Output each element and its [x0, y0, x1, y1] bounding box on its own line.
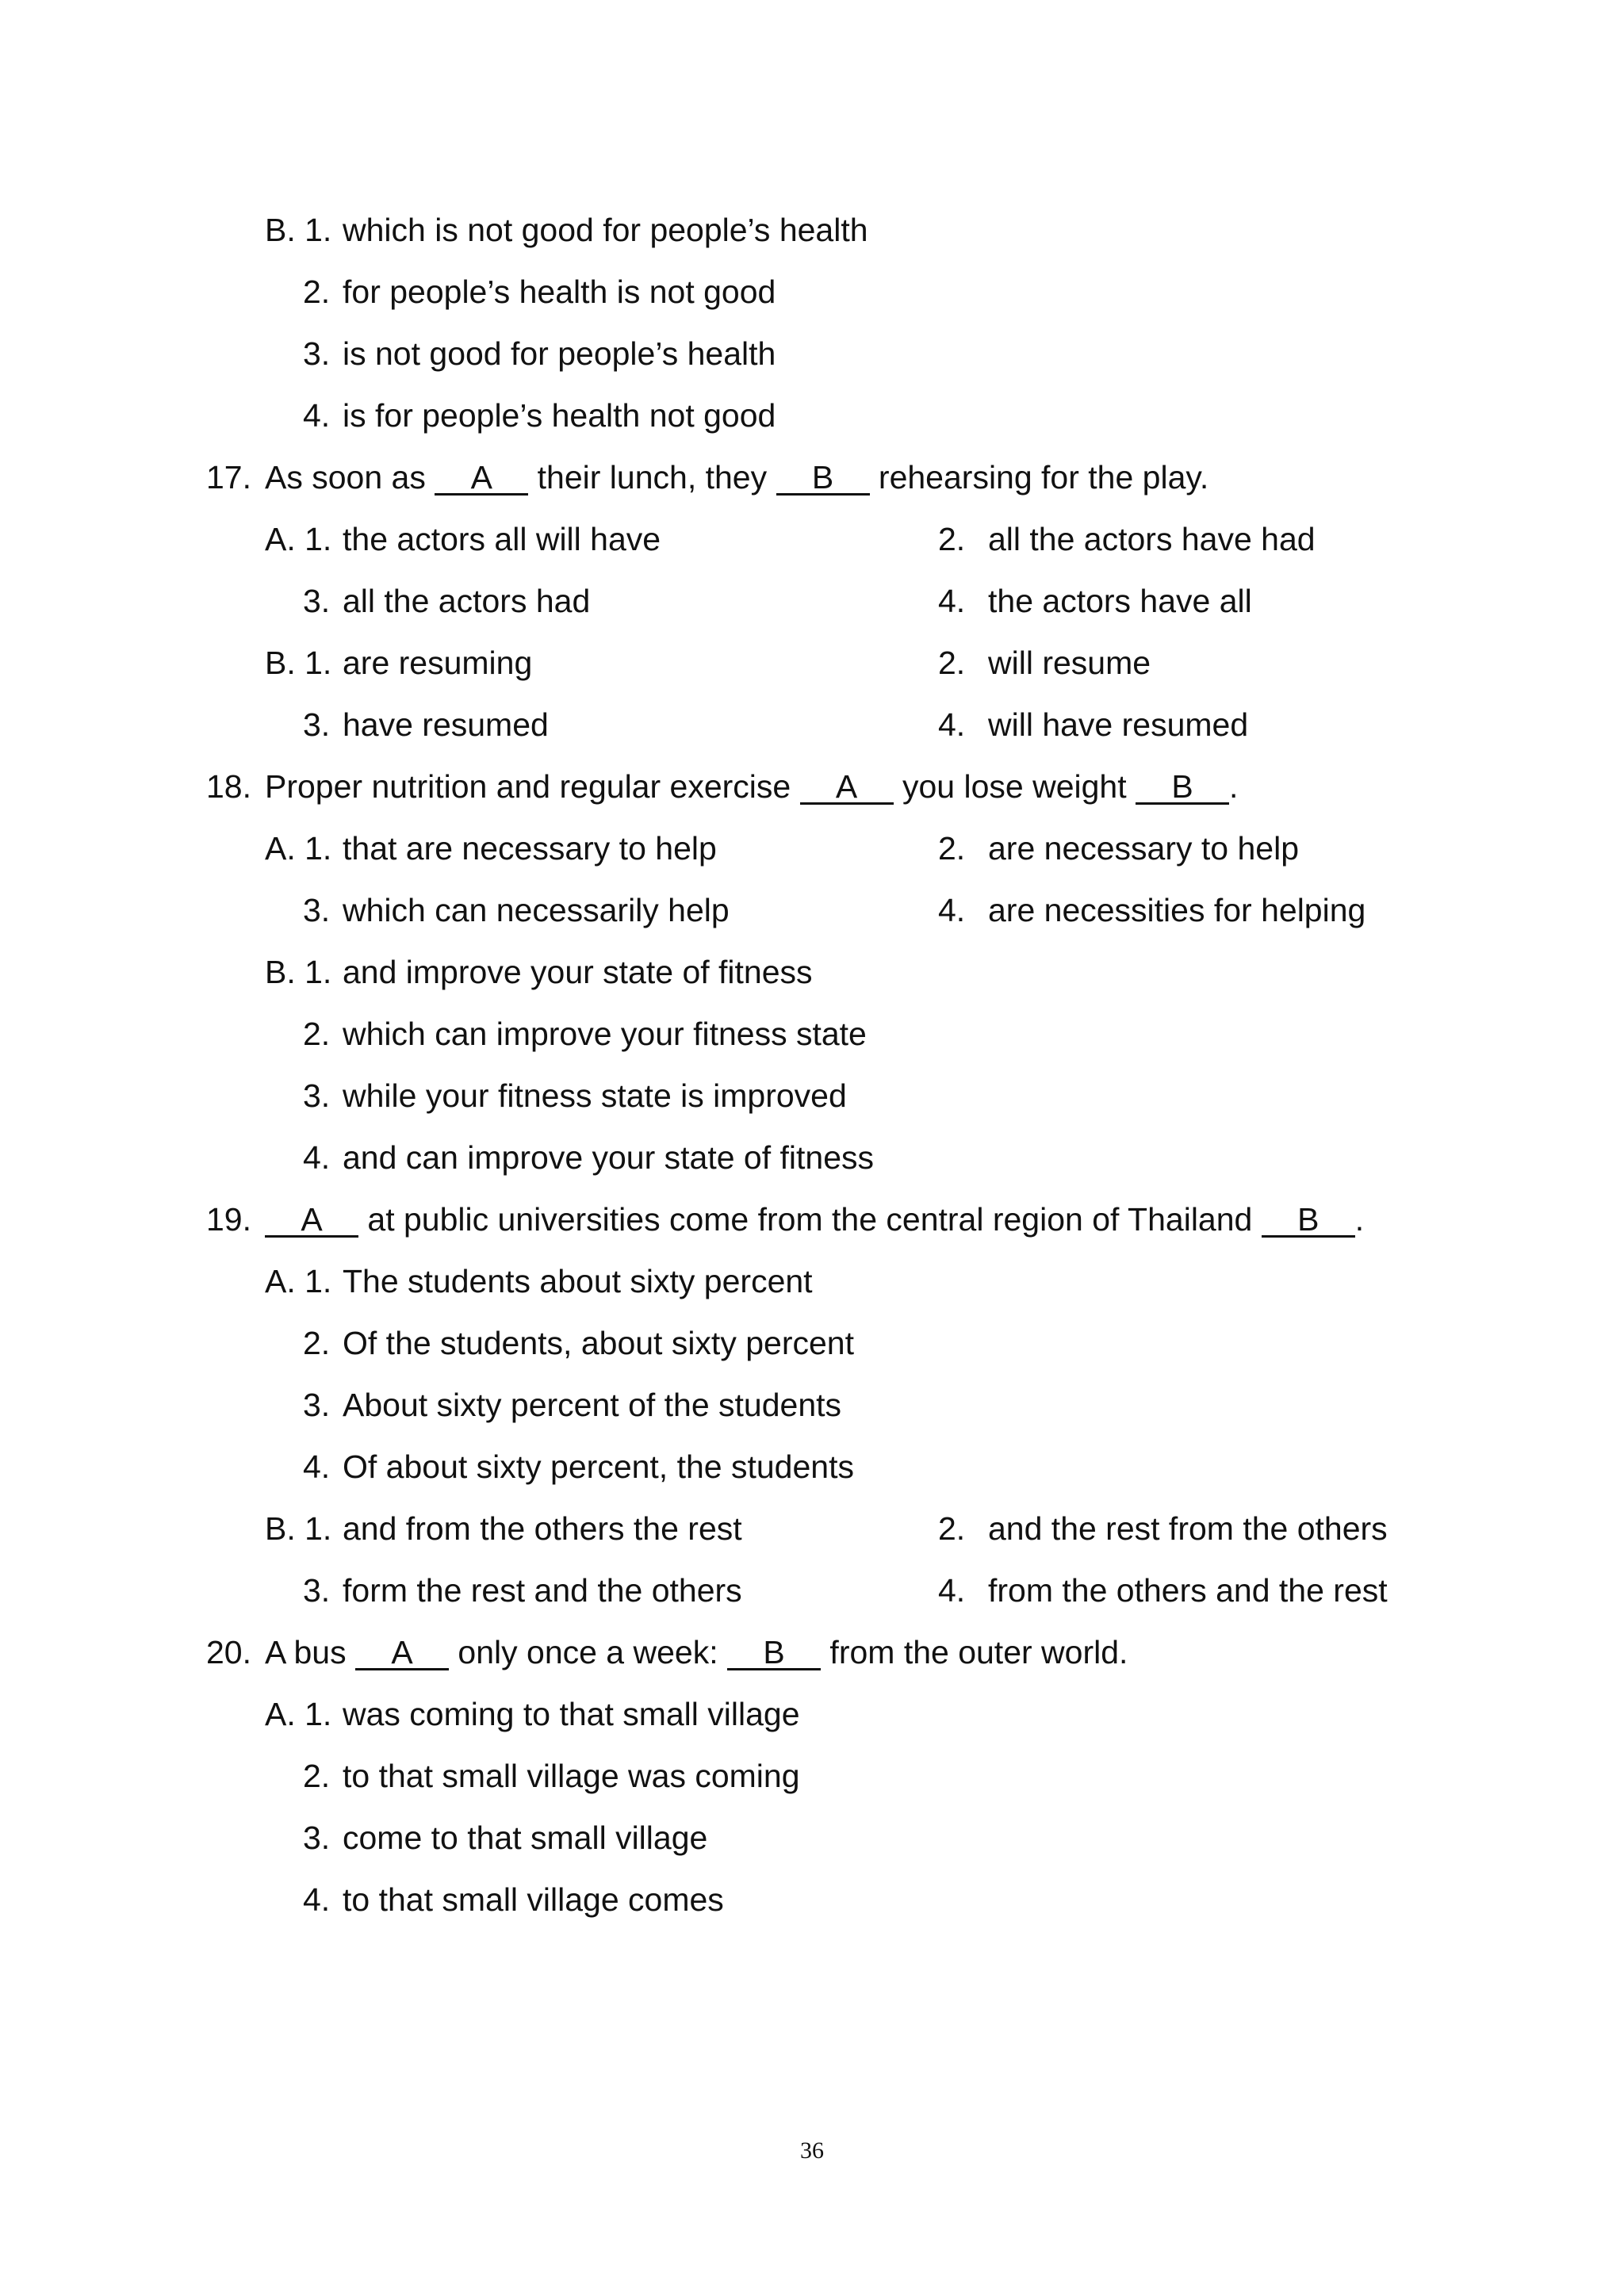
- option-b1-text: which is not good for people’s health: [343, 212, 868, 248]
- page-number: 36: [800, 2137, 824, 2164]
- option-number: 3.: [303, 892, 331, 928]
- option-number: 2.: [303, 274, 331, 310]
- option-number: 4.: [938, 583, 966, 619]
- option-a2-text: are necessary to help: [988, 830, 1300, 867]
- question-stem: [265, 461, 1208, 496]
- option-a3-text: About sixty percent of the students: [343, 1387, 842, 1423]
- option-number: 2.: [938, 1510, 966, 1547]
- option-b1-text: are resuming: [343, 645, 533, 681]
- option-number: 2.: [303, 1016, 331, 1052]
- question-stem: [265, 768, 1239, 805]
- option-b2-text: and the rest from the others: [988, 1510, 1388, 1547]
- option-number: 2.: [303, 1325, 331, 1361]
- question-stem: [265, 1203, 1364, 1238]
- blank-b: B: [1136, 771, 1229, 805]
- option-b2-text: which can improve your fitness state: [343, 1016, 867, 1052]
- option-b2-text: for people’s health is not good: [343, 274, 776, 310]
- option-a2-text: all the actors have had: [988, 521, 1316, 557]
- option-b3-text: while your fitness state is improved: [343, 1077, 847, 1114]
- stem-text: .: [1229, 768, 1239, 805]
- option-b4-text: and can improve your state of fitness: [343, 1139, 875, 1176]
- blank-a: A: [265, 1204, 358, 1238]
- stem-text: only once a week:: [458, 1634, 718, 1670]
- option-b-label: B. 1.: [265, 212, 332, 248]
- blank-a: A: [435, 462, 528, 496]
- option-a4-text: the actors have all: [988, 583, 1252, 619]
- option-b3-text: have resumed: [343, 706, 549, 743]
- option-b2-text: will resume: [988, 645, 1151, 681]
- option-a-label: A. 1.: [265, 1263, 332, 1299]
- option-number: 3.: [303, 583, 331, 619]
- stem-text: .: [1354, 1201, 1365, 1238]
- option-a-label: A. 1.: [265, 1696, 332, 1732]
- option-number: 3.: [303, 1572, 331, 1609]
- option-number: 2.: [938, 830, 966, 867]
- stem-text: A bus: [265, 1634, 347, 1670]
- stem-text: at public universities come from the central region of Thailand: [367, 1201, 1253, 1238]
- stem-text: As soon as: [265, 459, 426, 496]
- option-number: 2.: [938, 521, 966, 557]
- stem-text: their lunch, they: [537, 459, 768, 496]
- blank-b: B: [727, 1637, 821, 1670]
- question-number: 20.: [206, 1634, 251, 1670]
- option-b4-text: is for people’s health not good: [343, 397, 776, 434]
- option-number: 2.: [938, 645, 966, 681]
- stem-text: Proper nutrition and regular exercise: [265, 768, 791, 805]
- option-a3-text: all the actors had: [343, 583, 591, 619]
- option-number: 4.: [938, 706, 966, 743]
- option-b3-text: is not good for people’s health: [343, 335, 776, 372]
- option-a4-text: to that small village comes: [343, 1881, 724, 1918]
- option-number: 3.: [303, 706, 331, 743]
- option-a4-text: are necessities for helping: [988, 892, 1366, 928]
- option-number: 4.: [303, 1448, 331, 1485]
- question-number: 19.: [206, 1201, 251, 1238]
- blank-b: B: [1262, 1204, 1355, 1238]
- question-number: 18.: [206, 768, 251, 805]
- option-b3-text: form the rest and the others: [343, 1572, 742, 1609]
- option-b-label: B. 1.: [265, 1510, 332, 1547]
- option-a-label: A. 1.: [265, 521, 332, 557]
- blank-a: A: [355, 1637, 449, 1670]
- option-a1-text: was coming to that small village: [343, 1696, 800, 1732]
- option-number: 4.: [938, 1572, 966, 1609]
- option-b-label: B. 1.: [265, 954, 332, 990]
- option-number: 4.: [938, 892, 966, 928]
- option-number: 4.: [303, 397, 331, 434]
- option-number: 3.: [303, 1820, 331, 1856]
- option-a2-text: to that small village was coming: [343, 1758, 800, 1794]
- option-a2-text: Of the students, about sixty percent: [343, 1325, 854, 1361]
- option-a1-text: that are necessary to help: [343, 830, 717, 867]
- stem-text: rehearsing for the play.: [878, 459, 1209, 496]
- option-number: 3.: [303, 1387, 331, 1423]
- option-a-label: A. 1.: [265, 830, 332, 867]
- question-number: 17.: [206, 459, 251, 496]
- option-a3-text: come to that small village: [343, 1820, 708, 1856]
- option-a3-text: which can necessarily help: [343, 892, 730, 928]
- option-b4-text: will have resumed: [988, 706, 1249, 743]
- option-b-label: B. 1.: [265, 645, 332, 681]
- option-number: 3.: [303, 1077, 331, 1114]
- option-number: 4.: [303, 1881, 331, 1918]
- option-number: 2.: [303, 1758, 331, 1794]
- option-number: 3.: [303, 335, 331, 372]
- option-b1-text: and improve your state of fitness: [343, 954, 813, 990]
- option-b4-text: from the others and the rest: [988, 1572, 1388, 1609]
- option-number: 4.: [303, 1139, 331, 1176]
- option-b1-text: and from the others the rest: [343, 1510, 742, 1547]
- option-a1-text: the actors all will have: [343, 521, 661, 557]
- option-a4-text: Of about sixty percent, the students: [343, 1448, 854, 1485]
- option-a1-text: The students about sixty percent: [343, 1263, 813, 1299]
- stem-text: from the outer world.: [829, 1634, 1128, 1670]
- stem-text: you lose weight: [902, 768, 1127, 805]
- question-stem: [265, 1636, 1128, 1670]
- blank-a: A: [800, 771, 894, 805]
- blank-b: B: [776, 462, 870, 496]
